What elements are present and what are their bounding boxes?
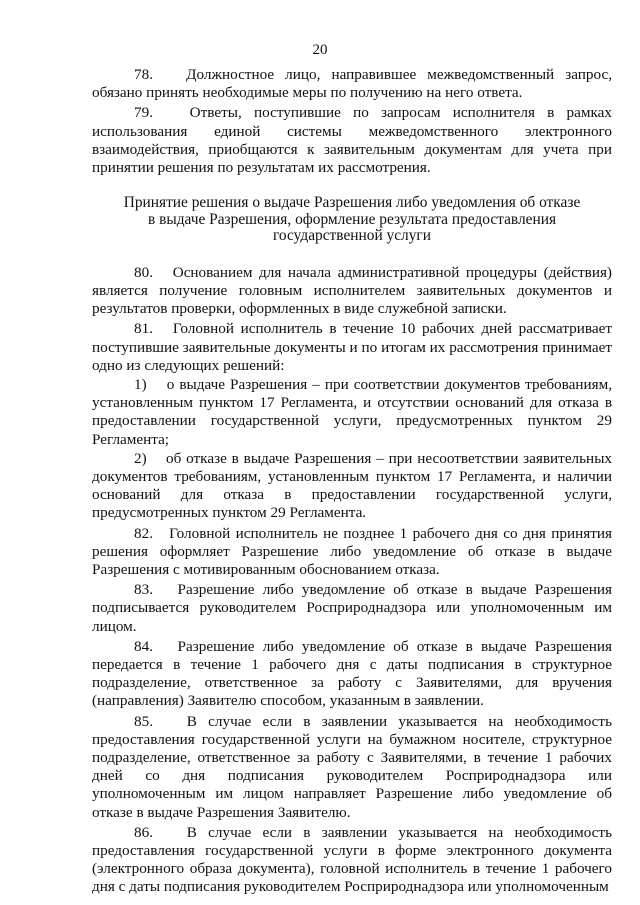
- paragraph-78: 78. Должностное лицо, направившее межведомственный запрос, обязано принять необходимые меры по получению на него ответа.: [92, 66, 612, 102]
- list-item-2: 2) об отказе в выдаче Разрешения – при несоответствии заявительных документов требованиям, установленным пунктом 17 Регламента, и наличии оснований для отказа в предоставлении государственной услуги, предусмотренных пунктом 29 Регламента.: [92, 449, 612, 522]
- section-heading-line: в выдаче Разрешения, оформление результата предоставления: [147, 210, 557, 228]
- paragraph-81: 81. Головной исполнитель в течение 10 рабочих дней рассматривает поступившие заявительные документы и по итогам их рассмотрения принимает одно из следующих решений:: [92, 320, 612, 374]
- section-heading-line: Принятие решения о выдаче Разрешения либо уведомления об отказе: [123, 194, 581, 212]
- list-item-1: 1) о выдаче Разрешения – при соответствии документов требованиям, установленным пунктом 17 Регламента, и отсутствии оснований для отказа в предоставлении государственной услуги, предусмотренных пунктом 29 Регламента;: [92, 375, 612, 448]
- page-number: 20: [312, 42, 328, 58]
- paragraph-83: 83. Разрешение либо уведомление об отказе в выдаче Разрешения подписывается руководителем Росприроднадзора или уполномоченным им лицом.: [92, 581, 612, 635]
- section-heading: [92, 195, 612, 245]
- paragraph-85: 85. В случае если в заявлении указывается на необходимость предоставления государственной услуги на бумажном носителе, структурное подразделение, ответственное за работу с Заявителями, в течение 1 рабочих дней со дня подписания руководителем Росприроднадзора или уполномоченным им лицом направляет Разрешение либо уведомление об отказе в выдаче Разрешения Заявителю.: [92, 712, 612, 821]
- document-body: [92, 66, 612, 899]
- paragraph-79: 79. Ответы, поступившие по запросам исполнителя в рамках использования единой системы межведомственного электронного взаимодействия, приобщаются к заявительным документам для учета при принятии решения по результатам их рассмотрения.: [92, 104, 612, 177]
- paragraph-80: 80. Основанием для начала административной процедуры (действия) является получение головным исполнителем заявительных документов и результатов проверки, оформленных в виде служебной записки.: [92, 263, 612, 318]
- paragraph-84: 84. Разрешение либо уведомление об отказе в выдаче Разрешения передается в течение 1 рабочего дня с даты подписания в структурное подразделение, ответственное за работу с Заявителями, для вручения (направления) Заявителю способом, указанным в заявлении.: [92, 637, 612, 710]
- paragraph-86: 86. В случае если в заявлении указывается на необходимость предоставления государственной услуги в форме электронного документа (электронного образа документа), головной исполнитель в течение 1 рабочего дня с даты подписания руководителем Росприроднадзора или уполномоченным: [92, 823, 612, 896]
- section-heading-line: государственной услуги: [273, 227, 431, 245]
- paragraph-82: 82. Головной исполнитель не позднее 1 рабочего дня со дня принятия решения оформляет Разрешение либо уведомление об отказе в выдаче Разрешения с мотивированным обоснованием отказа.: [92, 524, 612, 578]
